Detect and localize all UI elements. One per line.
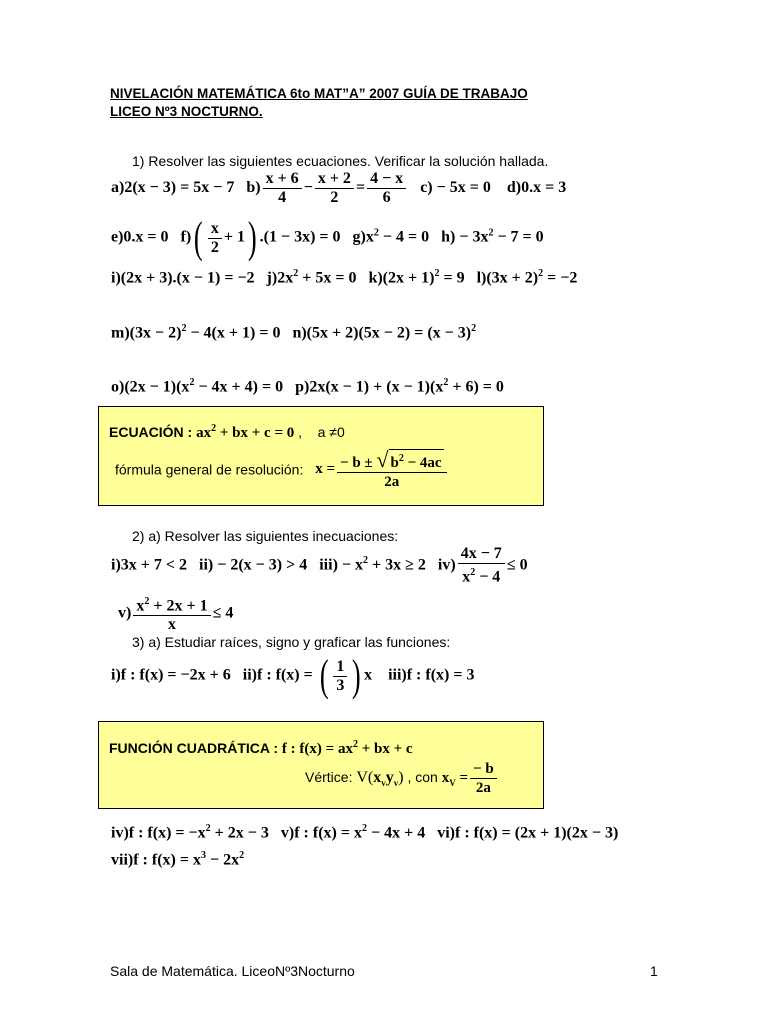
section-2-heading: 2) a) Resolver las siguientes inecuaciones: — [132, 528, 399, 544]
quadratic-equation-box: ECUACIÓN : $ax^2$ + bx + c = 0 , a ≠0 fórmula general de resolución: x = $\frac{- b \pm √ b^2 - 4ac}{2a}$ — [98, 406, 544, 506]
equation-row-a-d: a)2(x − 3) = 5x − 7 b) $\frac{x + 6}{4}$ − $\frac{x + 2}{2}$ = $\frac{4 - x}{6}$ c) − 5x = 0 d)0.x = 3 — [111, 170, 567, 206]
inequation-v: v) $\frac{x^2 + 2x + 1}{x}$ ≤ 4 — [118, 593, 233, 634]
quadratic-function-box: FUNCIÓN CUADRÁTICA : f : $f(x) = ax^2$ + bx + c Vértice: $V(x_vy_v)$ , con $x_V$ = $\frac{- b}{2a}$ — [98, 721, 544, 809]
footer-text: Sala de Matemática. LiceoNº3Nocturno — [110, 963, 355, 979]
function-box-title: FUNCIÓN CUADRÁTICA : — [109, 740, 279, 756]
equation-condition: a ≠0 — [317, 424, 345, 440]
function-row-iv-vi: iv)f : $f(x) = -x^2 + 2x - 3$ v)f : $f(x) = x^2 - 4x + 4$ vi)f : f(x) = (2x + 1)(2x − 3) — [111, 823, 619, 842]
inequation-row-i-iv: i)3x + 7 < 2 ii) − 2(x − 3) > 4 $iii) - x^2 + 3x \ge 2$ iv) $\frac{4x - 7}{x^2 - 4}$ ≤ 0 — [111, 545, 528, 586]
equation-row-o-p: $o)(2x - 1)(x^2 - 4x + 4) = 0$ $p)2x(x - 1) + (x - 1)(x^2 + 6) = 0$ — [111, 377, 504, 396]
equation-row-e-h: e)0.x = 0 f)( $\frac{x}{2}$ + 1) .(1 − 3x) = 0 $g)x^2 - 4 = 0$ $h) - 3x^2 - 7 = 0$ — [111, 213, 544, 262]
con-label: , con — [407, 768, 438, 785]
equation-row-m-n: $m)(3x - 2)^2 - 4(x + 1) = 0$ $n)(5x + 2)(5x - 2) = (x - 3)^2$ — [111, 323, 477, 342]
equation-row-i-l: i)(2x + 3).(x − 1) = −2 $j)2x^2 + 5x = 0$ $k)(2x + 1)^2 = 9$ $l)(3x + 2)^2 = -2$ — [111, 268, 578, 287]
section-3-heading: 3) a) Estudiar raíces, signo y graficar las funciones: — [132, 634, 451, 650]
formula-label: fórmula general de resolución: — [115, 461, 304, 478]
document-subtitle: LICEO Nº3 NOCTURNO. — [110, 104, 263, 119]
vertex-label: Vértice: — [305, 768, 353, 785]
document-title: NIVELACIÓN MATEMÁTICA 6to MAT”A” 2007 GUÍA DE TRABAJO — [110, 86, 528, 101]
equation-box-title: ECUACIÓN : — [109, 424, 193, 440]
section-1-heading: 1) Resolver las siguientes ecuaciones. Verificar la solución hallada. — [132, 153, 549, 169]
function-vii: vii)f : $f(x) = x^3 - 2x^2$ — [111, 850, 245, 869]
page-number: 1 — [650, 963, 658, 979]
function-row-i-iii: i)f : f(x) = −2x + 6 ii)f : f(x) = ( $\frac{1}{3}$ ) x iii)f : f(x) = 3 — [111, 651, 475, 700]
